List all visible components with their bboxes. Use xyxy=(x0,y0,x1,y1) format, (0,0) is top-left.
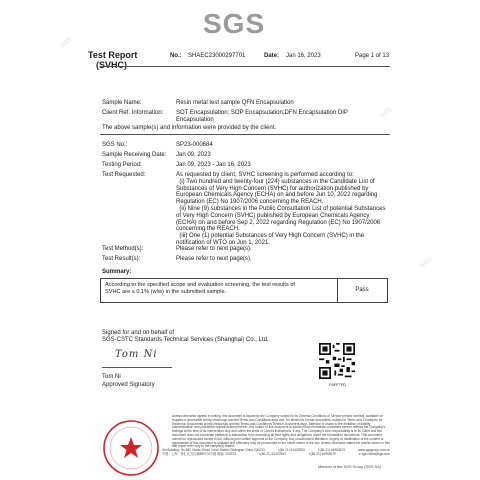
testing-period-label: Testing Period: xyxy=(102,162,142,168)
report-no: SHAEC23000297701 xyxy=(188,53,246,59)
footer-address xyxy=(162,448,390,456)
receiving-date-value: Jan 09, 2023 xyxy=(176,152,211,158)
requested-line: Substances of Very High Concern (SVHC) for authorization published by xyxy=(176,185,369,192)
receiving-date-label: Sample Receiving Date: xyxy=(102,152,167,158)
test-methods-label: Test Method(s): xyxy=(102,246,144,252)
page-indicator: Page 1 of 13 xyxy=(355,53,390,59)
signed-for-line: Signed for and on behalf of xyxy=(102,330,175,336)
header-divider xyxy=(100,66,390,67)
sample-name-value: Resin metal test sample QFN Encapsulation xyxy=(176,100,294,106)
handwritten-signature: Tom Ni xyxy=(115,349,158,360)
requested-line: European Chemicals Agency (ECHA) on and before Jun 10, 2022 regarding xyxy=(176,192,378,199)
requested-line: (iii) One (1) potential Substances of Very High Concern (SVHC) in the xyxy=(176,233,365,240)
signatory-name: Tom Ni xyxy=(102,374,121,380)
client-ref-label: Client Ref. Information: xyxy=(102,110,164,116)
watermark: SGS xyxy=(379,106,394,120)
qr-code-icon xyxy=(319,343,355,379)
test-methods-value: Please refer to next page(s). xyxy=(176,246,252,252)
requested-line: (ii) Nine (9) substances in the Public Consultation List of potential Substances xyxy=(176,205,386,212)
report-no-label: No.: xyxy=(170,53,182,59)
report-date-label: Date: xyxy=(264,53,280,59)
summary-statement-line1: According to the specified scope and evaluation screening, the test results of xyxy=(105,282,295,288)
summary-statement xyxy=(105,282,305,295)
client-ref-value-line2: Encapsulation xyxy=(176,117,214,123)
sgs-no-label: SGS No.: xyxy=(102,142,128,148)
requested-line: Regulation (EC) No 1907/2006 concerning the REACH. xyxy=(176,199,324,206)
requested-line: (ECHA) on and before Sep 2, 2022 regarding Regulation (EC) No 1907/2006 xyxy=(176,219,381,226)
section-divider xyxy=(100,134,390,135)
report-title xyxy=(88,50,137,70)
test-results-label: Test Result(s): xyxy=(102,256,141,262)
terms-text: Unless otherwise agreed in writing, this document is issued by the Company subject to its General Conditions of Service printed overleaf, available on request or accessible at http://www.sgs.com/en/Terms-and-Conditions.aspx and, for electronic format documents, subject to Terms and Conditions for Electronic Documents at http://www.sgs.com/en/Terms-and-Conditions/Terms-e-Document.aspx. Attention is drawn to the limitation of liability, indemnification and jurisdiction issues defined therein. Any holder of this document is advised that information contained hereon reflects the Company's findings at the time of its intervention only and within the limits of Client's instructions, if any. The Company's sole responsibility is to its Client and this document does not exonerate parties to a transaction from exercising all their rights and obligations under the transaction documents. This document cannot be reproduced except in full, without prior written approval of the Company. Any unauthorized alteration, forgery or falsification of the content or appearance of this document is unlawful and offenders may be prosecuted to the fullest extent of the law. Unless otherwise stated the results shown in this test report refer only to the sample(s) tested. xyxy=(172,414,390,449)
testing-period-value: Jan 09, 2023 - Jan 16, 2023 xyxy=(176,162,251,168)
sample-note: The above sample(s) and information were provided by the client. xyxy=(102,125,277,131)
client-ref-value-line1: SOT Encapsulation; SOP Encapsulation;DFN Encapsulation DIP xyxy=(176,110,348,116)
watermark: SGS xyxy=(59,36,74,50)
summary-statement-line2: SVHC are ≤ 0.1% (w/w) in the submitted sample. xyxy=(105,288,227,295)
member-line: Member of the SGS Group (SGS SA) xyxy=(318,465,381,469)
report-title-line2: (SVHC) xyxy=(96,60,127,70)
requested-line: of Very High Concern (SVHC) published by European Chemicals Agency xyxy=(176,212,370,219)
requested-line: notification of WTO on Jun 1, 2021. xyxy=(176,239,270,246)
qr-caption: F6FF7FD xyxy=(329,382,347,387)
summary-title: Summary: xyxy=(102,269,132,275)
sample-name-label: Sample Name: xyxy=(102,100,142,106)
test-requested-text xyxy=(176,172,386,247)
email-link[interactable]: e sgs.china@sgs.com xyxy=(358,452,390,457)
watermark: SGS xyxy=(419,256,434,270)
requested-line: (i) Two hundred and twenty-four (224) substances in the Candidate List of xyxy=(176,178,375,185)
signed-company-line: SGS-CSTC Standards Technical Services (Shanghai) Co., Ltd. xyxy=(102,337,269,343)
test-requested-label: Test Requested: xyxy=(102,172,146,178)
web-link[interactable]: www.sgsgroup.com.cn xyxy=(358,448,390,452)
requested-line: As requested by client, SVHC screening is performed according to: xyxy=(176,172,354,178)
fax-en: f (86-21) 64953679 xyxy=(317,448,346,452)
report-date: Jan 16, 2023 xyxy=(286,53,321,59)
signatory-role: Approved Signatory xyxy=(102,382,155,388)
address-cn: 中国 · 上海 · 徐汇区宜山路889号3号楼 邮编: 200233 xyxy=(162,452,236,457)
summary-result: Pass xyxy=(355,287,369,293)
fax-cn: f (86-21) 64953679 xyxy=(308,452,336,457)
sgs-logo: SGS xyxy=(203,8,266,39)
tel-cn: t (86-21) 61402553 xyxy=(258,452,286,457)
summary-table xyxy=(100,278,388,303)
address-en: 3rd Building, No.889 Yishan Road Xuhui District Shanghai China 200233 xyxy=(162,448,265,452)
company-seal-icon xyxy=(101,418,161,478)
sgs-no-value: SP23-000684 xyxy=(176,142,213,148)
signature-line xyxy=(102,367,172,368)
requested-line: concerning the REACH. xyxy=(176,226,240,233)
tel-en: t (86-21) 61402553 xyxy=(277,448,305,452)
test-results-value: Please refer to next page(s). xyxy=(176,256,252,262)
report-title-line1: Test Report xyxy=(88,50,138,60)
